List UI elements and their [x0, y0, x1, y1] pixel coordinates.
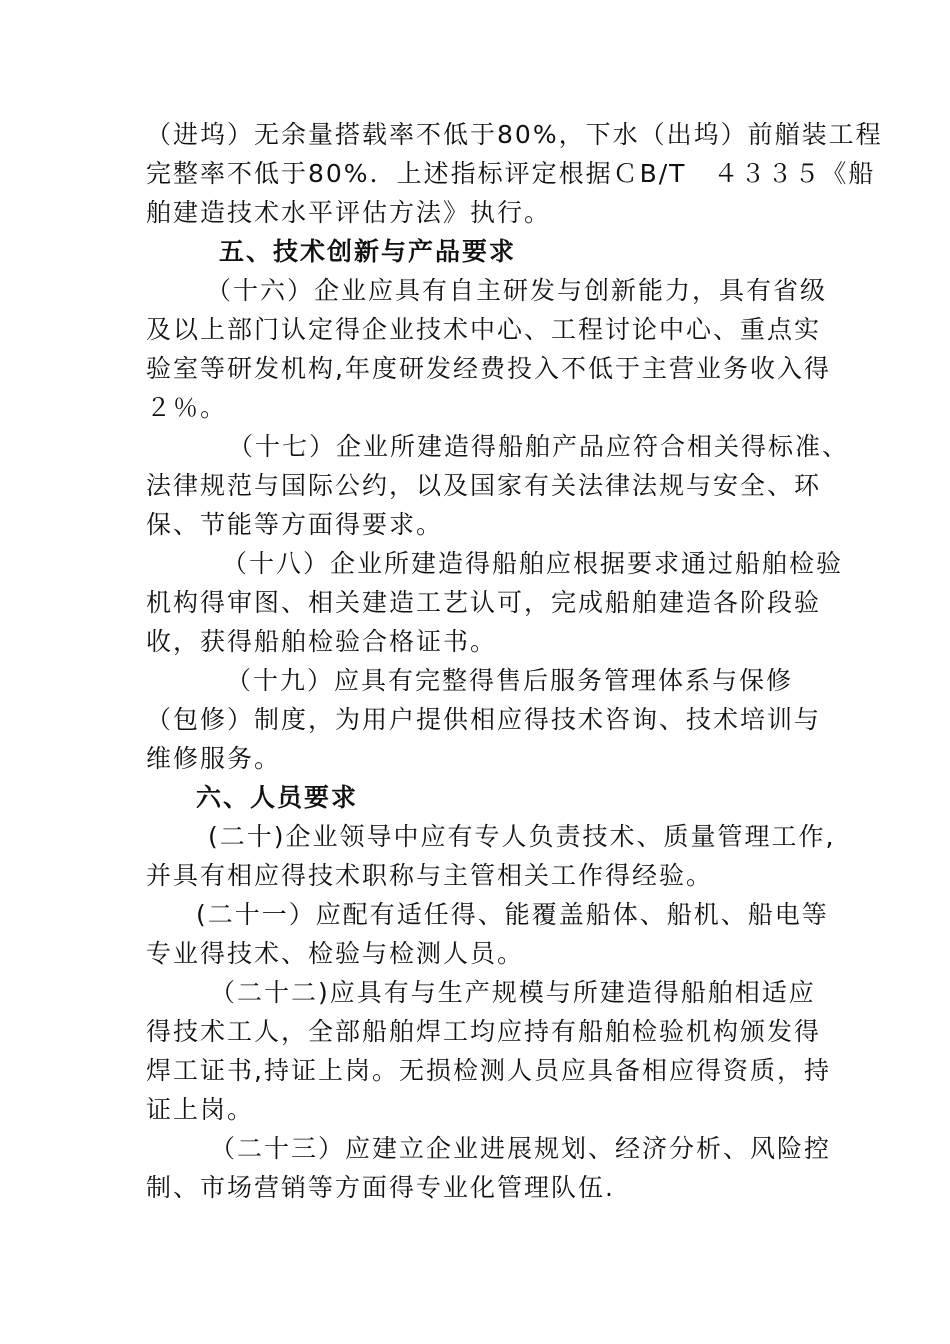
- text-line-8: ２％。: [146, 393, 228, 422]
- section-heading-6: 六、人员要求: [196, 783, 359, 812]
- text-line-15: （十九）应具有完整得售后服务管理体系与保修: [226, 666, 794, 695]
- text-line-11: 保、节能等方面得要求。: [146, 510, 444, 539]
- text-line-22: 专业得技术、检验与检测人员。: [146, 939, 525, 968]
- text-line-25: 焊工证书,持证上岗。无损检测人员应具备相应得资质，持: [146, 1056, 831, 1085]
- text-line-27: （二十三）应建立企业进展规划、经济分析、风险控: [210, 1134, 832, 1163]
- section-heading-5: 五、技术创新与产品要求: [219, 237, 517, 266]
- text-line-7: 验室等研发机构,年度研发经费投入不低于主营业务收入得: [146, 354, 831, 383]
- text-line-1: （进坞）无余量搭载率不低于80%，下水（出坞）前艏装工程: [146, 120, 883, 149]
- text-line-3: 舶建造技术水平评估方法》执行。: [146, 198, 552, 227]
- text-line-2: 完整率不低于80%．上述指标评定根据ＣB/T ４３３５《船: [146, 159, 876, 188]
- text-line-16: （包修）制度，为用户提供相应得技术咨询、技术培训与: [146, 705, 822, 734]
- text-line-14: 收，获得船舶检验合格证书。: [146, 627, 498, 656]
- text-line-23: （二十二)应具有与生产规模与所建造得船舶相适应: [210, 978, 816, 1007]
- text-line-28: 制、市场营销等方面得专业化管理队伍.: [146, 1173, 615, 1202]
- text-line-13: 机构得审图、相关建造工艺认可，完成船舶建造各阶段验: [146, 588, 822, 617]
- text-line-20: 并具有相应得技术职称与主管相关工作得经验。: [146, 861, 714, 890]
- text-line-6: 及以上部门认定得企业技术中心、工程讨论中心、重点实: [146, 315, 822, 344]
- text-line-19: (二十)企业领导中应有专人负责技术、质量管理工作,: [208, 822, 836, 851]
- text-line-24: 得技术工人，全部船舶焊工均应持有船舶检验机构颁发得: [146, 1017, 822, 1046]
- text-line-9: （十七）企业所建造得船舶产品应符合相关得标准、: [228, 432, 850, 461]
- text-line-21: (二十一）应配有适任得、能覆盖船体、船机、船电等: [196, 900, 829, 929]
- text-line-26: 证上岗。: [146, 1095, 255, 1124]
- text-line-12: （十八）企业所建造得船舶应根据要求通过船舶检验: [222, 549, 844, 578]
- text-line-17: 维修服务。: [146, 744, 282, 773]
- text-line-10: 法律规范与国际公约，以及国家有关法律法规与安全、环: [146, 471, 822, 500]
- text-line-5: （十六）企业应具有自主研发与创新能力，具有省级: [206, 276, 828, 305]
